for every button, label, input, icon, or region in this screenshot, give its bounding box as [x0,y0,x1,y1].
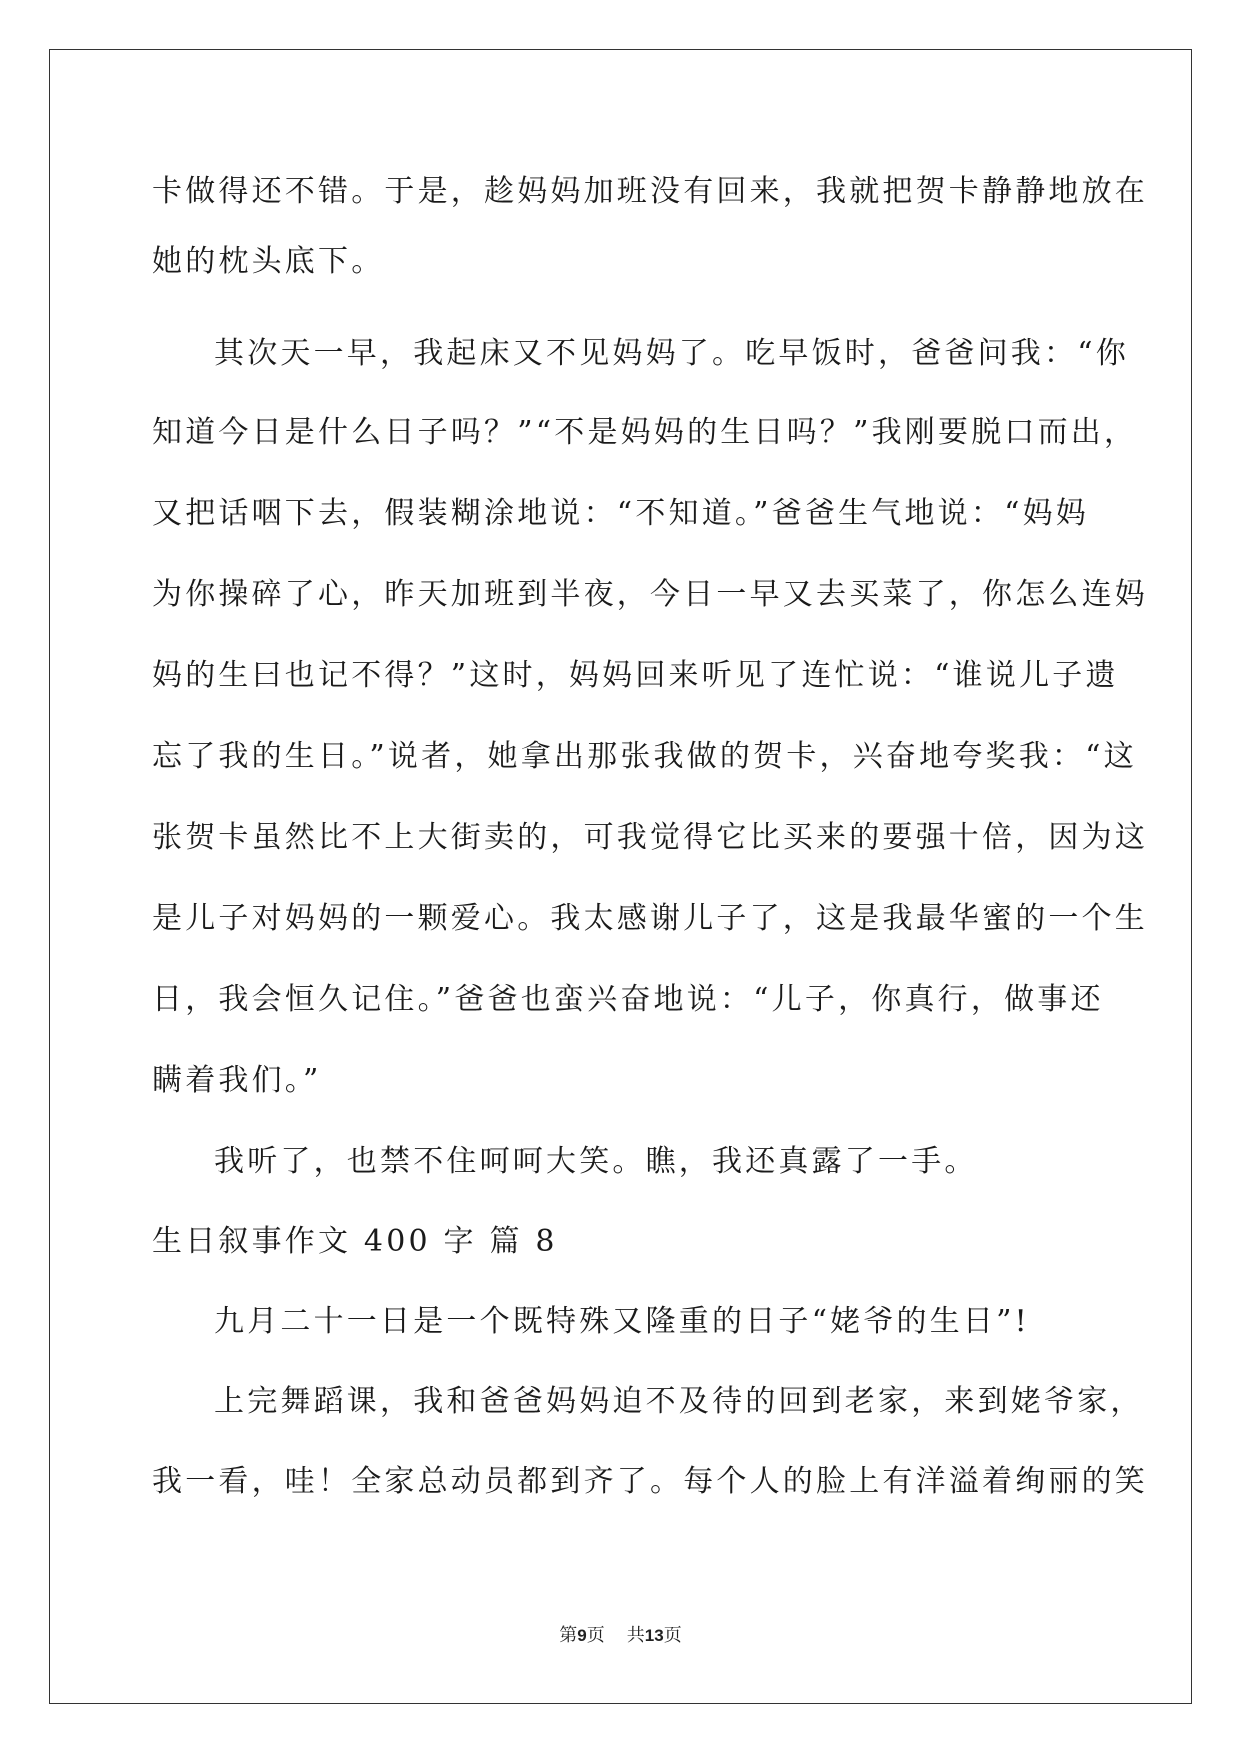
paragraph-start: 上完舞蹈课，我和爸爸妈妈迫不及待的回到老家，来到姥爷家， [214,1384,1144,1419]
total-prefix: 共 [626,1625,645,1646]
section-heading: 生日叙事作文 400 字 篇 8 [152,1224,558,1259]
text-line: 忘了我的生日。”说者，她拿出那张我做的贺卡，兴奋地夸奖我：“这 [152,739,1137,774]
text-line: 卡做得还不错。于是，趁妈妈加班没有回来，我就把贺卡静静地放在 [152,174,1148,209]
page-suffix: 页 [586,1625,605,1646]
total-suffix: 页 [663,1625,682,1646]
paragraph-start: 我听了，也禁不住呵呵大笑。瞧，我还真露了一手。 [214,1144,978,1179]
text-line: 知道今日是什么日子吗？”“不是妈妈的生日吗？”我刚要脱口而出， [152,415,1138,450]
paragraph-start: 九月二十一日是一个既特殊又隆重的日子“姥爷的生日”! [214,1304,1030,1339]
text-line: 又把话咽下去，假装糊涂地说：“不知道。”爸爸生气地说：“妈妈 [152,496,1090,531]
text-line: 瞒着我们。” [152,1063,322,1098]
text-line: 日，我会恒久记住。”爸爸也蛮兴奋地说：“儿子，你真行，做事还 [152,982,1104,1017]
page-prefix: 第 [559,1625,578,1646]
paragraph-start: 其次天一早，我起床又不见妈妈了。吃早饭时，爸爸问我：“你 [214,336,1129,371]
text-line: 她的枕头底下。 [152,244,385,279]
page-number: 9 [577,1626,587,1645]
text-line: 张贺卡虽然比不上大街卖的，可我觉得它比买来的要强十倍，因为这 [152,820,1148,855]
text-line: 为你操碎了心，昨天加班到半夜，今日一早又去买菜了，你怎么连妈 [152,577,1148,612]
text-line: 是儿子对妈妈的一颗爱心。我太感谢儿子了，这是我最华蜜的一个生 [152,901,1148,936]
text-line: 妈的生曰也记不得？”这时，妈妈回来听见了连忙说：“谁说儿子遗 [152,658,1119,693]
page-border [49,49,1192,1704]
text-line: 我一看，哇！全家总动员都到齐了。每个人的脸上有洋溢着绚丽的笑 [152,1464,1148,1499]
page-footer [0,1624,1241,1648]
total-pages: 13 [644,1626,664,1645]
